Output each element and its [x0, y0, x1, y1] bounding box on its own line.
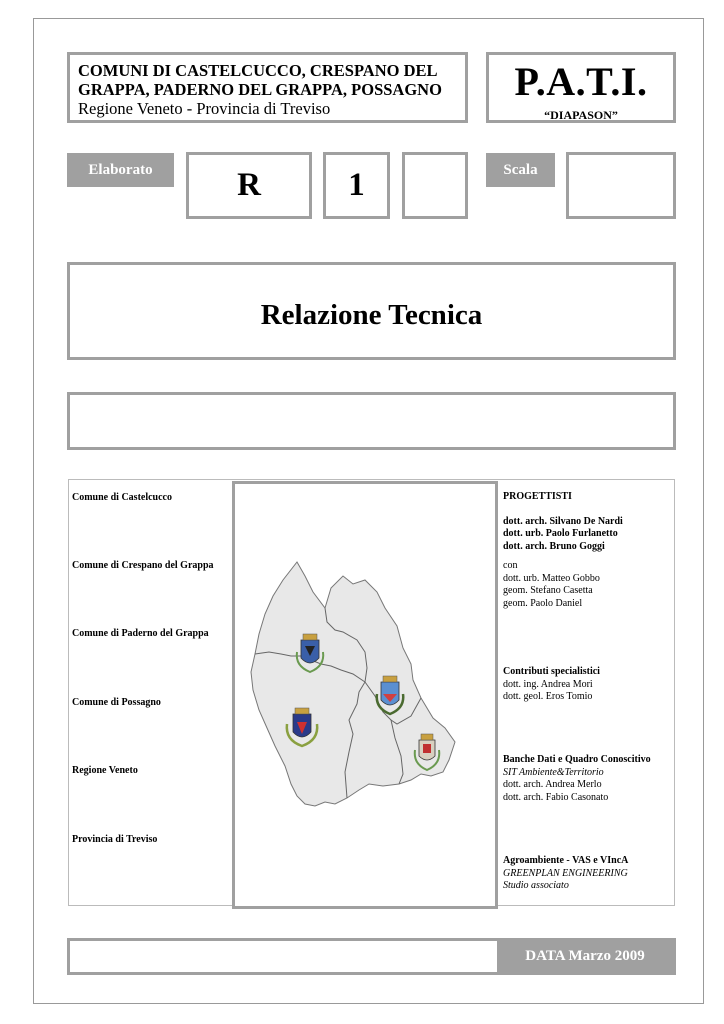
banche-heading: Banche Dati e Quadro Conoscitivo [503, 754, 651, 765]
progettista: dott. arch. Bruno Goggi [503, 540, 605, 552]
banche-dati-section [503, 754, 651, 804]
agro-company: GREENPLAN ENGINEERING [503, 867, 628, 879]
collaboratore: geom. Stefano Casetta [503, 585, 593, 596]
municipalities-line-1: COMUNI DI CASTELCUCCO, CRESPANO DEL [78, 61, 438, 80]
scala-label: Scala [486, 153, 555, 187]
banche-member: dott. arch. Fabio Casonato [503, 791, 609, 803]
contributore: dott. ing. Andrea Mori [503, 678, 593, 690]
date-label: DATA Marzo 2009 [497, 941, 673, 972]
contributi-heading: Contributi specialistici [503, 666, 600, 677]
elaborato-label: Elaborato [67, 153, 174, 187]
territory-map-drawing [235, 484, 495, 906]
code-extra-box [402, 152, 468, 219]
territory-map [232, 481, 498, 909]
agro-company-2: Studio associato [503, 880, 569, 891]
code-number-box: 1 [323, 152, 390, 219]
collaboratore: dott. urb. Matteo Gobbo [503, 572, 600, 584]
comune-castelcucco: Comune di Castelcucco [72, 492, 172, 503]
regione-veneto: Regione Veneto [72, 765, 138, 776]
region-line: Regione Veneto - Provincia di Treviso [78, 99, 331, 118]
progettisti-heading: PROGETTISTI [503, 491, 572, 502]
contributore: dott. geol. Eros Tomio [503, 691, 593, 702]
municipalities-header [67, 52, 468, 123]
comune-crespano: Comune di Crespano del Grappa [72, 560, 214, 571]
scala-value-box [566, 152, 676, 219]
plan-subtitle: “DIAPASON” [544, 108, 618, 122]
document-title: Relazione Tecnica [67, 262, 676, 360]
subtitle-box [67, 392, 676, 450]
comune-paderno: Comune di Paderno del Grappa [72, 628, 209, 639]
con-label: con [503, 560, 518, 571]
code-letter-box: R [186, 152, 312, 219]
contributi-section [503, 666, 600, 704]
plan-title: P.A.T.I. [514, 59, 648, 104]
credits-column [503, 491, 623, 610]
agroambiente-section [503, 855, 628, 893]
collaboratore: geom. Paolo Daniel [503, 597, 583, 609]
plan-header [486, 52, 676, 123]
progettista: dott. urb. Paolo Furlanetto [503, 528, 618, 539]
banche-company: SIT Ambiente&Territorio [503, 766, 604, 778]
agro-heading: Agroambiente - VAS e VIncA [503, 855, 629, 866]
progettista: dott. arch. Silvano De Nardi [503, 515, 623, 527]
municipalities-line-2: GRAPPA, PADERNO DEL GRAPPA, POSSAGNO [78, 80, 442, 99]
comune-possagno: Comune di Possagno [72, 697, 161, 708]
provincia-treviso: Provincia di Treviso [72, 834, 158, 845]
banche-member: dott. arch. Andrea Merlo [503, 779, 602, 790]
